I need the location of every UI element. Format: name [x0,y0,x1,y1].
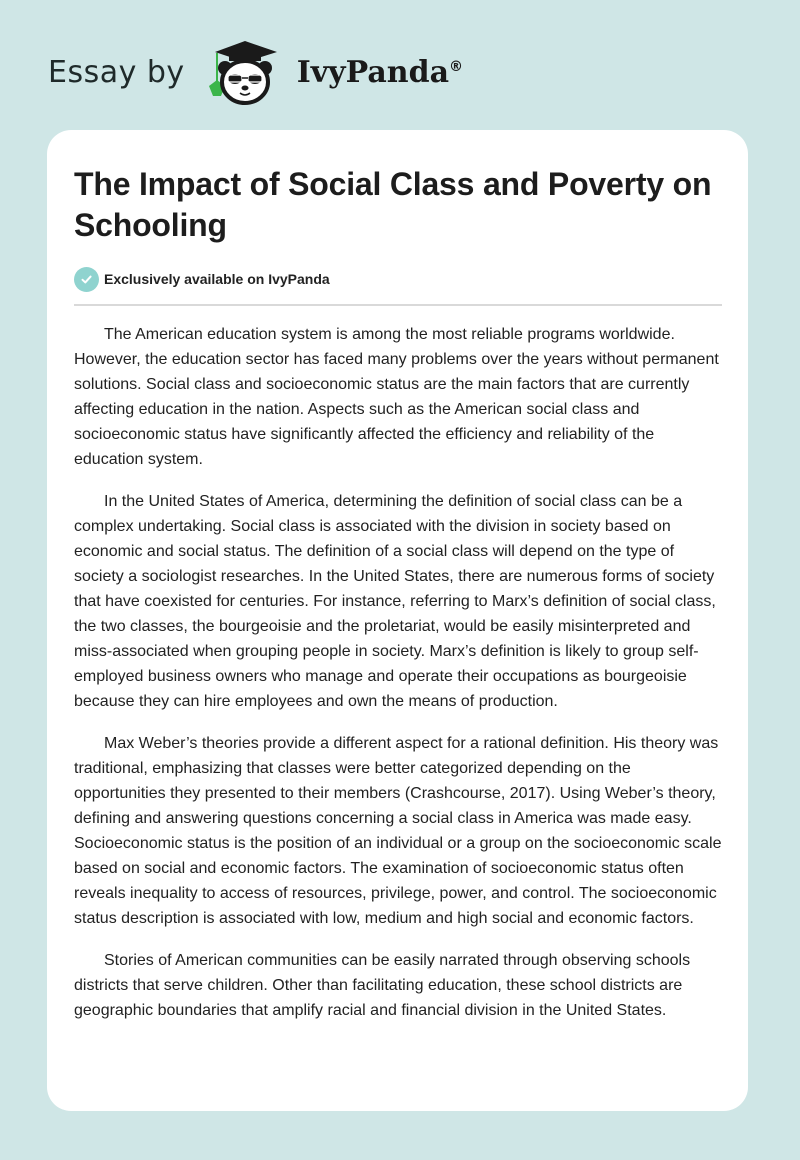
page-title: The Impact of Social Class and Poverty on Schooling [74,166,712,243]
brand-name-text: IvyPanda [296,54,450,90]
essay-card [47,130,748,1111]
paragraph-3: Max Weber’s theories provide a different aspect for a rational definition. His theory was traditional, emphasizing that classes were better categorized depending on the opportunities they presented to their members (Crashcourse, 2017). Using Weber’s theory, defining and answering questions concerning a social class in America was made easy. Socioeconomic status is the position of an individual or a group on the socioeconomic scale based on social and economic factors. The examination of socioeconomic status often reveals inequality to access of resources, privilege, power, and control. The socioeconomic status description is associated with low, medium and high social and economic factors. [74,735,722,927]
essay-by-label: Essay by [48,54,185,90]
divider [74,304,722,306]
registered-mark: ® [449,58,464,75]
exclusive-badge [74,266,722,292]
panda-graduation-cap-icon[interactable] [203,36,287,108]
brand-name[interactable] [297,55,463,90]
paragraph-4: Stories of American communities can be easily narrated through observing schools districts that serve children. Other than facilitating education, these school districts are geographic boundaries that amplify racial and financial division in the United States. [74,952,691,1019]
exclusive-label: Exclusively available on IvyPanda [104,271,330,287]
brand-header [48,36,463,108]
paragraph-1: The American education system is among the most reliable programs worldwide. However, the education sector has faced many problems over the years without permanent solutions. Social class and socioeconomic status are the main factors that are currently affecting education in the nation. Aspects such as the American social class and socioeconomic status have significantly affected the efficiency and reliability of the education system. [74,326,719,468]
check-circle-icon [74,267,99,292]
paragraph-2: In the United States of America, determining the definition of social class can be a complex undertaking. Social class is associated with the division in society based on economic and social status. The definition of a social class will depend on the type of society a sociologist researches. In the United States, there are numerous forms of society that have coexisted for centuries. For instance, referring to Marx’s definition of social class, the two classes, the bourgeoisie and the proletariat, would be easily misinterpreted and miss-associated when grouping people in society. Marx’s definition is likely to group self-employed business owners who manage and operate their occupations as bourgeoisie because they can hire employees and own the means of production. [74,493,716,710]
